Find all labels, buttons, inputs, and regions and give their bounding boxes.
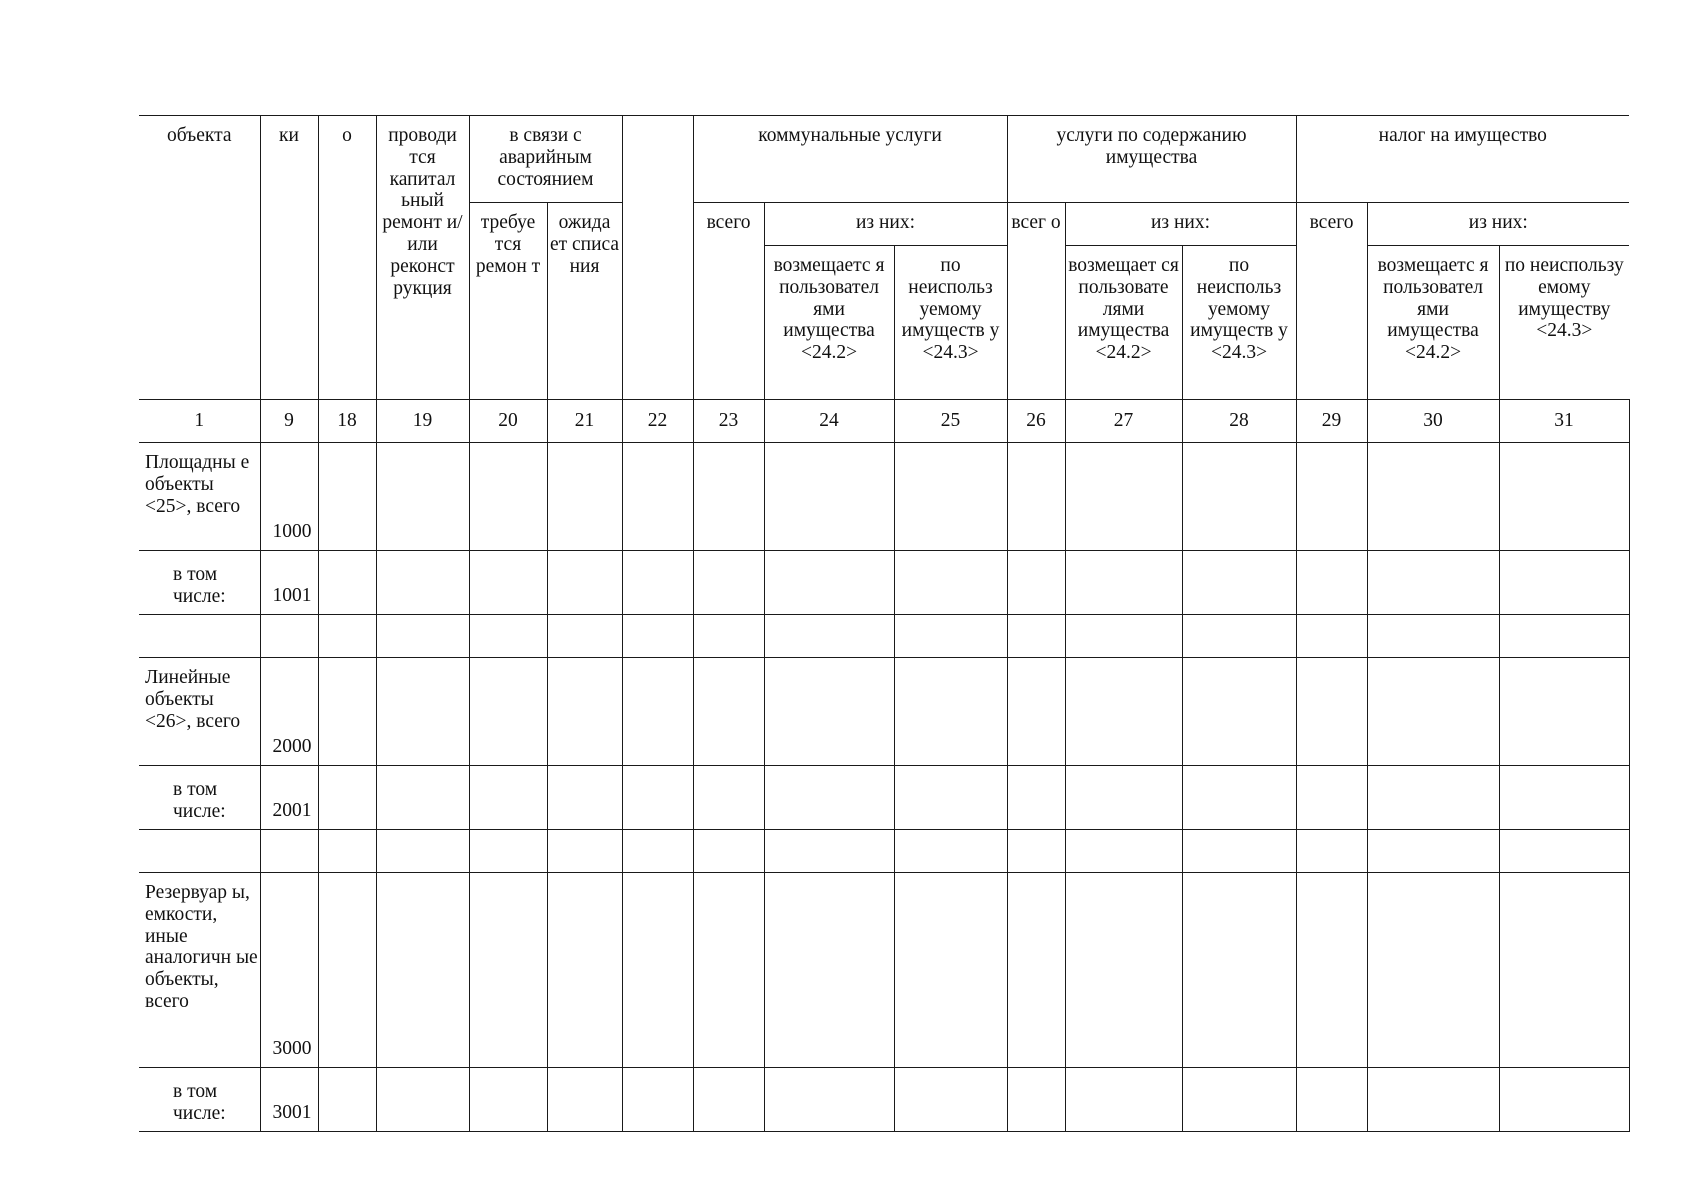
data-cell — [469, 873, 547, 1068]
data-cell — [764, 766, 894, 830]
data-cell — [622, 551, 693, 615]
row-label: Линейные объекты <26>, всего — [139, 658, 260, 766]
header-utilities: коммунальные услуги — [693, 116, 1007, 203]
data-cell — [547, 873, 622, 1068]
data-cell — [1296, 658, 1367, 766]
data-cell — [1065, 551, 1182, 615]
row-label: в том числе: — [139, 766, 260, 830]
data-cell — [1007, 830, 1065, 873]
data-cell — [1296, 1068, 1367, 1132]
header-row-1 — [139, 116, 1629, 203]
row-code: 3000 — [260, 873, 318, 1068]
column-number: 23 — [693, 400, 764, 443]
data-cell — [894, 658, 1007, 766]
header-col-25: по неиспольз уемому имуществ у <24.3> — [894, 246, 1007, 400]
data-cell — [376, 658, 469, 766]
data-cell — [376, 873, 469, 1068]
header-col-9: ки — [260, 116, 318, 400]
data-cell — [1367, 766, 1499, 830]
data-cell — [1065, 873, 1182, 1068]
data-cell — [1367, 873, 1499, 1068]
data-cell — [1499, 830, 1629, 873]
data-cell — [764, 658, 894, 766]
data-cell — [693, 766, 764, 830]
data-cell — [469, 830, 547, 873]
data-cell — [894, 1068, 1007, 1132]
data-cell — [318, 1068, 376, 1132]
header-total-23: всего — [693, 203, 764, 400]
row-label: Резервуар ы, емкости, иные аналогичн ые объекты, всего — [139, 873, 260, 1068]
data-cell — [1367, 658, 1499, 766]
row-code: 3001 — [260, 1068, 318, 1132]
header-col-28: по неиспольз уемому имуществ у <24.3> — [1182, 246, 1296, 400]
data-cell — [260, 615, 318, 658]
data-cell — [376, 615, 469, 658]
table-row — [139, 443, 1629, 551]
data-cell — [894, 873, 1007, 1068]
data-cell — [1182, 1068, 1296, 1132]
data-cell — [1296, 615, 1367, 658]
data-cell — [469, 443, 547, 551]
data-cell — [469, 551, 547, 615]
header-maintenance: услуги по содержанию имущества — [1007, 116, 1296, 203]
data-cell — [622, 830, 693, 873]
data-cell — [376, 551, 469, 615]
data-cell — [894, 615, 1007, 658]
header-col-19: проводи тся капитал ьный ремонт и/или реконст рукция — [376, 116, 469, 400]
header-col-24: возмещаетс я пользовател ями имущества <24.2> — [764, 246, 894, 400]
table-row — [139, 658, 1629, 766]
data-cell — [764, 873, 894, 1068]
data-cell — [1499, 1068, 1629, 1132]
data-cell — [1065, 830, 1182, 873]
data-cell — [469, 615, 547, 658]
data-cell — [693, 1068, 764, 1132]
column-number: 20 — [469, 400, 547, 443]
data-cell — [547, 766, 622, 830]
data-cell — [1065, 766, 1182, 830]
header-col-27: возмещает ся пользовате лями имущества <24.2> — [1065, 246, 1182, 400]
row-code: 2001 — [260, 766, 318, 830]
data-cell — [1065, 615, 1182, 658]
data-cell — [693, 615, 764, 658]
column-number: 24 — [764, 400, 894, 443]
row-label: в том числе: — [139, 551, 260, 615]
column-number: 25 — [894, 400, 1007, 443]
header-total-26: всег о — [1007, 203, 1065, 400]
data-cell — [547, 615, 622, 658]
data-cell — [1182, 830, 1296, 873]
data-cell — [547, 1068, 622, 1132]
data-cell — [764, 551, 894, 615]
data-cell — [1367, 443, 1499, 551]
header-col-18: о — [318, 116, 376, 400]
data-cell — [547, 830, 622, 873]
column-number: 26 — [1007, 400, 1065, 443]
data-cell — [1065, 443, 1182, 551]
table-row — [139, 873, 1629, 1068]
data-cell — [469, 1068, 547, 1132]
row-code: 1001 — [260, 551, 318, 615]
header-object: объекта — [139, 116, 260, 400]
data-cell — [1367, 830, 1499, 873]
data-cell — [260, 830, 318, 873]
data-cell — [894, 830, 1007, 873]
data-cell — [1065, 658, 1182, 766]
header-of-which-utilities: из них: — [764, 203, 1007, 246]
data-cell — [1296, 551, 1367, 615]
data-cell — [469, 766, 547, 830]
column-number: 19 — [376, 400, 469, 443]
data-cell — [1065, 1068, 1182, 1132]
header-emergency: в связи с аварийным состоянием — [469, 116, 622, 203]
data-cell — [622, 873, 693, 1068]
data-cell — [693, 830, 764, 873]
data-cell — [1499, 766, 1629, 830]
data-cell — [139, 615, 260, 658]
data-cell — [1296, 873, 1367, 1068]
data-cell — [1007, 873, 1065, 1068]
data-cell — [1182, 443, 1296, 551]
data-cell — [1007, 551, 1065, 615]
data-cell — [693, 658, 764, 766]
data-cell — [622, 1068, 693, 1132]
data-cell — [376, 830, 469, 873]
data-cell — [139, 830, 260, 873]
data-cell — [764, 443, 894, 551]
data-cell — [1296, 443, 1367, 551]
header-col-20: требуе тся ремон т — [469, 203, 547, 400]
data-cell — [318, 658, 376, 766]
data-cell — [1499, 658, 1629, 766]
data-cell — [547, 443, 622, 551]
data-cell — [1296, 830, 1367, 873]
row-code: 1000 — [260, 443, 318, 551]
header-col-22 — [622, 116, 693, 400]
column-number: 29 — [1296, 400, 1367, 443]
data-cell — [622, 658, 693, 766]
table-row — [139, 615, 1629, 658]
data-cell — [1367, 1068, 1499, 1132]
data-cell — [622, 615, 693, 658]
data-cell — [318, 615, 376, 658]
data-cell — [894, 766, 1007, 830]
data-cell — [693, 443, 764, 551]
column-number: 1 — [139, 400, 260, 443]
data-cell — [1182, 873, 1296, 1068]
data-cell — [1499, 873, 1629, 1068]
column-number: 28 — [1182, 400, 1296, 443]
header-col-31: по неиспользу емому имуществу <24.3> — [1499, 246, 1629, 400]
header-of-which-tax: из них: — [1367, 203, 1629, 246]
data-cell — [318, 551, 376, 615]
header-col-21: ожида ет списа ния — [547, 203, 622, 400]
data-cell — [469, 658, 547, 766]
report-form-table — [139, 115, 1630, 1132]
data-cell — [376, 443, 469, 551]
table-row — [139, 766, 1629, 830]
data-cell — [1007, 766, 1065, 830]
column-numbers-row — [139, 400, 1629, 443]
column-number: 30 — [1367, 400, 1499, 443]
data-cell — [1007, 658, 1065, 766]
data-cell — [693, 873, 764, 1068]
table-row — [139, 830, 1629, 873]
header-property-tax: налог на имущество — [1296, 116, 1629, 203]
header-of-which-maintenance: из них: — [1065, 203, 1296, 246]
header-total-29: всего — [1296, 203, 1367, 400]
data-cell — [764, 615, 894, 658]
data-cell — [1007, 1068, 1065, 1132]
data-cell — [1182, 615, 1296, 658]
data-cell — [622, 443, 693, 551]
data-cell — [1499, 615, 1629, 658]
column-number: 22 — [622, 400, 693, 443]
column-number: 31 — [1499, 400, 1629, 443]
data-cell — [318, 443, 376, 551]
data-cell — [1182, 766, 1296, 830]
data-cell — [894, 443, 1007, 551]
data-cell — [376, 1068, 469, 1132]
data-cell — [1007, 443, 1065, 551]
header-col-30: возмещаетс я пользовател ями имущества <24.2> — [1367, 246, 1499, 400]
data-cell — [547, 551, 622, 615]
data-cell — [1007, 615, 1065, 658]
data-cell — [1367, 551, 1499, 615]
table-row — [139, 551, 1629, 615]
row-code: 2000 — [260, 658, 318, 766]
data-cell — [1499, 443, 1629, 551]
column-number: 9 — [260, 400, 318, 443]
data-cell — [547, 658, 622, 766]
data-cell — [318, 830, 376, 873]
data-cell — [764, 830, 894, 873]
column-number: 21 — [547, 400, 622, 443]
data-cell — [1367, 615, 1499, 658]
data-cell — [1499, 551, 1629, 615]
data-cell — [318, 873, 376, 1068]
data-cell — [1182, 658, 1296, 766]
data-cell — [622, 766, 693, 830]
data-cell — [376, 766, 469, 830]
row-label: Площадны е объекты <25>, всего — [139, 443, 260, 551]
data-cell — [693, 551, 764, 615]
column-number: 27 — [1065, 400, 1182, 443]
column-number: 18 — [318, 400, 376, 443]
data-cell — [764, 1068, 894, 1132]
data-cell — [318, 766, 376, 830]
table-row — [139, 1068, 1629, 1132]
data-cell — [894, 551, 1007, 615]
row-label: в том числе: — [139, 1068, 260, 1132]
data-cell — [1296, 766, 1367, 830]
data-cell — [1182, 551, 1296, 615]
